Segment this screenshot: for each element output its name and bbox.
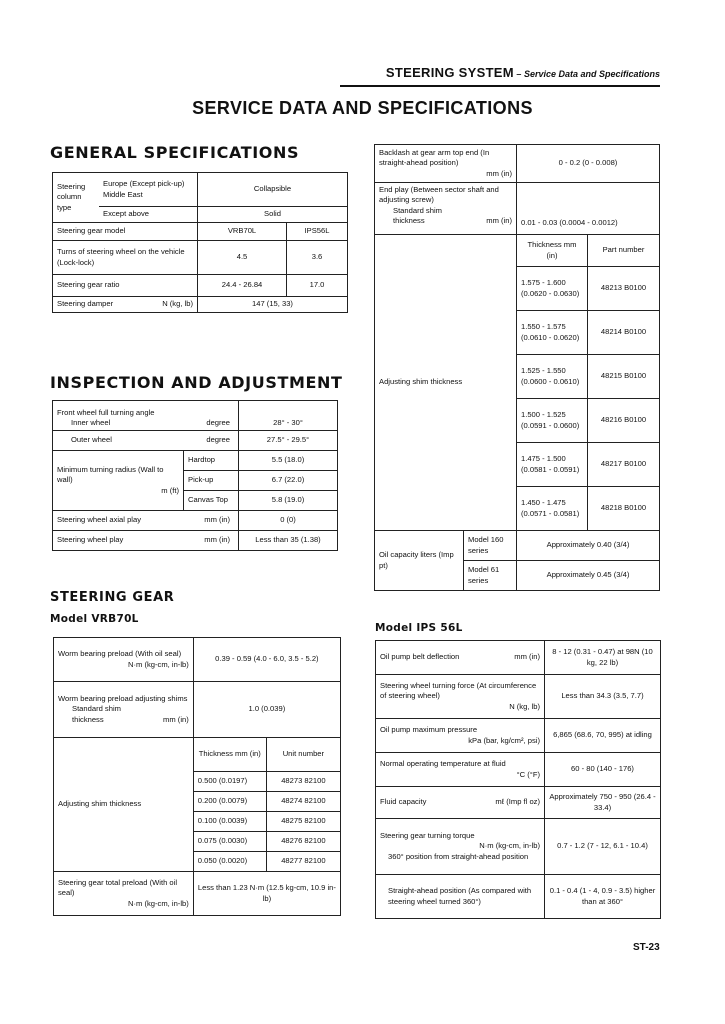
col-thickness: Thickness mm (in): [517, 235, 588, 267]
ips-row-unit: kPa (bar, kg/cm², psi): [468, 735, 540, 745]
shim-label: Worm bearing preload adjusting shims: [58, 694, 188, 704]
radius-body: Pick-up: [184, 471, 239, 491]
oil-capacity-label: Oil capacity liters (Imp pt): [375, 531, 464, 591]
oil-value: Approximately 0.40 (3/4): [517, 531, 660, 561]
oil-model: Model 61 series: [464, 561, 517, 591]
radius-value: 5.5 (18.0): [239, 451, 338, 471]
table-row: [376, 753, 661, 787]
region-a-value: Collapsible: [198, 173, 348, 207]
shim-unit-number: 48275 82100: [266, 812, 340, 832]
general-specifications-heading: GENERAL SPECIFICATIONS: [50, 143, 300, 162]
shim-thickness: 1.550 - 1.575 (0.0610 - 0.0620): [517, 311, 588, 355]
total-preload-value: Less than 1.23 N·m (12.5 kg-cm, 10.9 in-lb): [193, 872, 340, 916]
inner-wheel-label: Inner wheel: [71, 417, 111, 427]
axial-play-value: 0 (0): [239, 511, 338, 531]
running-title: STEERING SYSTEM: [385, 65, 514, 80]
wheel-play-value: Less than 35 (1.38): [239, 531, 338, 551]
page-title: SERVICE DATA AND SPECIFICATIONS: [192, 98, 533, 118]
radius-body: Hardtop: [184, 451, 239, 471]
running-separator: –: [513, 69, 524, 79]
ips-row-value: 8 - 12 (0.31 - 0.47) at 98N (10 kg, 22 lb): [545, 641, 661, 675]
table-row: [376, 787, 661, 819]
radius-value: 5.8 (19.0): [239, 491, 338, 511]
axial-play-unit: mm (in): [204, 515, 230, 525]
shim-unit-number: 48273 82100: [266, 772, 340, 792]
ratio-vrb: 24.4 - 26.84: [198, 275, 287, 297]
table-row: [376, 675, 661, 719]
running-subtitle: Service Data and Specifications: [523, 69, 660, 79]
inspection-heading: INSPECTION AND ADJUSTMENT: [50, 373, 343, 392]
axial-play-label: Steering wheel axial play: [57, 515, 142, 525]
torque-straight-value: 0.1 - 0.4 (1 - 4, 0.9 - 3.5) higher than at 360°: [545, 875, 661, 919]
ips-row-label: Normal operating temperature at fluid: [380, 759, 506, 769]
turning-angle-label: Front wheel full turning angle: [57, 407, 155, 417]
ips-row-unit: °C (°F): [516, 769, 540, 779]
std-shim-label: Standard shim thickness: [72, 704, 121, 724]
endplay-std-shim-unit: mm (in): [486, 215, 512, 225]
total-preload-unit: N·m (kg-cm, in-lb): [128, 898, 189, 908]
shim-thickness: 0.050 (0.0020): [193, 852, 266, 872]
shim-thickness: 1.450 - 1.475 (0.0571 - 0.0581): [517, 487, 588, 531]
endplay-adj-shim-label: Adjusting shim thickness: [375, 235, 517, 531]
backlash-value: 0 - 0.2 (0 - 0.008): [517, 145, 660, 183]
shim-thickness: 1.475 - 1.500 (0.0581 - 0.0591): [517, 443, 588, 487]
shim-part-number: 48216 B0100: [588, 399, 660, 443]
endplay-std-shim-value: 0.01 - 0.03 (0.0004 - 0.0012): [517, 183, 660, 235]
region-a-label: Europe (Except pick-up) Middle East: [99, 173, 198, 207]
col-unit-number: Unit number: [266, 738, 340, 772]
shim-part-number: 48215 B0100: [588, 355, 660, 399]
shim-thickness: 0.100 (0.0039): [193, 812, 266, 832]
vrb-table: [53, 637, 341, 916]
damper-value: 147 (15, 33): [198, 297, 348, 313]
outer-wheel-label: Outer wheel: [71, 435, 112, 445]
shim-thickness: 0.075 (0.0030): [193, 832, 266, 852]
turns-ips: 3.6: [287, 241, 348, 275]
shim-unit-number: 48276 82100: [266, 832, 340, 852]
shim-unit-number: 48277 82100: [266, 852, 340, 872]
ips-row-value: 6,865 (68.6, 70, 995) at idling: [545, 719, 661, 753]
turns-label: Turns of steering wheel on the vehicle (Lock-lock): [53, 241, 198, 275]
ips-row-label: Oil pump maximum pressure: [380, 725, 478, 735]
radius-body: Canvas Top: [184, 491, 239, 511]
radius-label: Minimum turning radius (Wall to wall): [57, 465, 164, 485]
torque-label: Steering gear turning torque: [380, 831, 475, 841]
wheel-play-unit: mm (in): [204, 535, 230, 545]
shim-thickness: 0.200 (0.0079): [193, 792, 266, 812]
ratio-label: Steering gear ratio: [53, 275, 198, 297]
wheel-play-label: Steering wheel play: [57, 535, 124, 545]
ips-model-heading: Model IPS 56L: [375, 622, 463, 634]
oil-value: Approximately 0.45 (3/4): [517, 561, 660, 591]
shim-thickness: 0.500 (0.0197): [193, 772, 266, 792]
backlash-label: Backlash at gear arm top end (In straight-ahead position): [379, 148, 490, 168]
outer-wheel-value: 27.5° - 29.5°: [239, 431, 338, 451]
shim-part-number: 48214 B0100: [588, 311, 660, 355]
table-row: [376, 641, 661, 675]
damper-unit: N (kg, lb): [162, 299, 193, 309]
oil-model: Model 160 series: [464, 531, 517, 561]
ips-table: [375, 640, 661, 919]
endplay-std-shim-label: Standard shim thickness: [393, 205, 442, 225]
shim-thickness: 1.500 - 1.525 (0.0591 - 0.0600): [517, 399, 588, 443]
steering-gear-heading: STEERING GEAR: [50, 590, 175, 605]
backlash-unit: mm (in): [486, 168, 512, 178]
worm-preload-unit: N·m (kg-cm, in-lb): [128, 659, 189, 669]
worm-preload-label: Worm bearing preload (With oil seal): [58, 649, 182, 659]
ips-row-unit: mℓ (Imp fl oz): [495, 797, 540, 807]
endplay-label: End play (Between sector shaft and adjusting screw): [379, 185, 499, 205]
inner-wheel-unit: degree: [206, 417, 230, 427]
col-thickness: Thickness mm (in): [193, 738, 266, 772]
inspection-table: [52, 400, 338, 551]
std-shim-unit: mm (in): [163, 714, 189, 724]
torque-unit: N·m (kg-cm, in-lb): [479, 841, 540, 851]
turns-vrb: 4.5: [198, 241, 287, 275]
ratio-ips: 17.0: [287, 275, 348, 297]
torque-360-value: 0.7 - 1.2 (7 - 12, 6.1 - 10.4): [545, 819, 661, 875]
shim-part-number: 48217 B0100: [588, 443, 660, 487]
torque-360-label: 360° position from straight-ahead position: [388, 851, 529, 861]
region-b-value: Solid: [198, 207, 348, 223]
ips-row-unit: mm (in): [514, 652, 540, 662]
shim-unit-number: 48274 82100: [266, 792, 340, 812]
torque-straight-label: Straight-ahead position (As compared with steering wheel turned 360°): [376, 875, 545, 919]
column-type-label: Steering column type: [53, 173, 100, 223]
ips-row-value: Less than 34.3 (3.5, 7.7): [545, 675, 661, 719]
worm-preload-value: 0.39 - 0.59 (4.0 - 6.0, 3.5 - 5.2): [193, 638, 340, 682]
vrb-continued-table: [374, 144, 660, 591]
col-part-number: Part number: [588, 235, 660, 267]
ips-row-value: 60 - 80 (140 - 176): [545, 753, 661, 787]
general-specifications-table: [52, 172, 348, 313]
ips-row-unit: N (kg, lb): [509, 701, 540, 711]
gear-model-ips: IPS56L: [287, 223, 348, 241]
shim-part-number: 48218 B0100: [588, 487, 660, 531]
table-row: [376, 719, 661, 753]
running-header: [340, 64, 660, 87]
shim-part-number: 48213 B0100: [588, 267, 660, 311]
shim-thickness: 1.525 - 1.550 (0.0600 - 0.0610): [517, 355, 588, 399]
ips-row-value: Approximately 750 - 950 (26.4 - 33.4): [545, 787, 661, 819]
total-preload-label: Steering gear total preload (With oil seal): [58, 878, 178, 898]
damper-label: Steering damper: [57, 299, 114, 309]
region-b-label: Except above: [99, 207, 198, 223]
ips-row-label: Oil pump belt deflection: [380, 652, 460, 662]
shim-thickness: 1.575 - 1.600 (0.0620 - 0.0630): [517, 267, 588, 311]
ips-row-label: Steering wheel turning force (At circumference of steering wheel): [380, 681, 537, 701]
page-number: ST-23: [633, 942, 660, 953]
radius-value: 6.7 (22.0): [239, 471, 338, 491]
radius-unit: m (ft): [161, 485, 179, 495]
adj-shim-label: Adjusting shim thickness: [54, 738, 194, 872]
gear-model-label: Steering gear model: [53, 223, 198, 241]
gear-model-vrb: VRB70L: [198, 223, 287, 241]
outer-wheel-unit: degree: [206, 435, 230, 445]
ips-row-label: Fluid capacity: [380, 797, 427, 807]
inner-wheel-value: 28° - 30°: [239, 401, 338, 431]
std-shim-value: 1.0 (0.039): [193, 682, 340, 738]
vrb-model-heading: Model VRB70L: [50, 613, 139, 625]
